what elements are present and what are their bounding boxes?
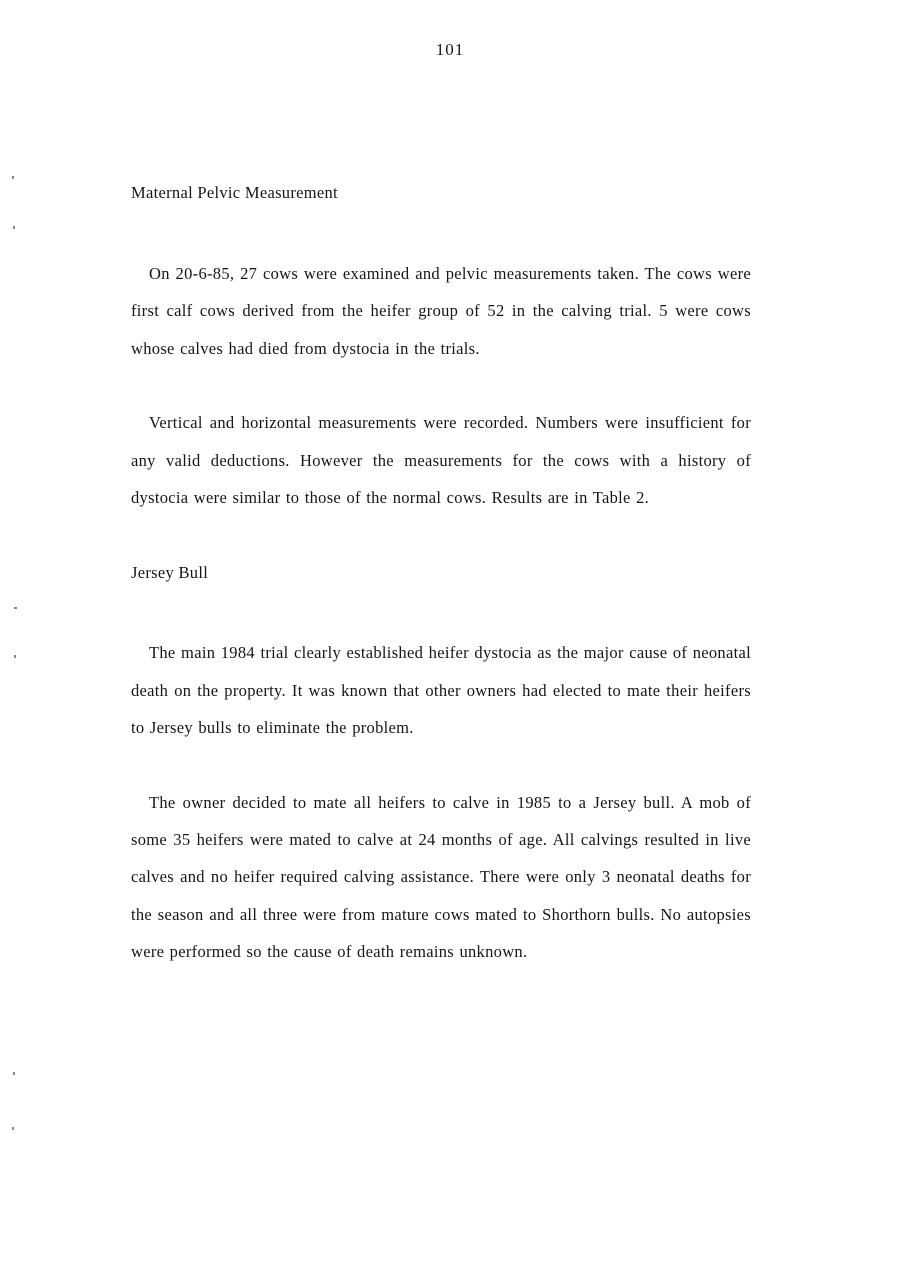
- scan-speck: [12, 1127, 14, 1130]
- paragraph: The owner decided to mate all heifers to calve in 1985 to a Jersey bull. A mob of some 35 heifers were mated to calve at 24 months of age. All calvings resulted in live calves and no heifer required calving assistance. There were only 3 neonatal deaths for the season and all three were from mature cows mated to Shorthorn bulls. No autopsies were performed so the cause of death remains unknown.: [131, 792, 751, 962]
- scan-speck: [13, 1072, 15, 1075]
- paragraph: Vertical and horizontal measurements were recorded. Numbers were insufficient for any valid deductions. However the measurements for the cows with a history of dystocia were similar to those of the normal cows. Results are in Table 2.: [131, 413, 751, 508]
- scan-speck: [12, 176, 14, 179]
- section-heading: Maternal Pelvic Measurement: [131, 183, 338, 202]
- document-body: [131, 180, 751, 971]
- scan-speck: [14, 655, 16, 658]
- page-number: 101: [435, 40, 465, 59]
- section-heading: Jersey Bull: [131, 563, 209, 583]
- paragraph: On 20-6-85, 27 cows were examined and pelvic measurements taken. The cows were first calf cows derived from the heifer group of 52 in the calving trial. 5 were cows whose calves had died from dystocia in the trials.: [131, 264, 751, 358]
- scan-speck: [13, 226, 15, 229]
- section-maternal-pelvic-measurement: [131, 180, 751, 516]
- section-jersey-bull: [131, 560, 751, 970]
- paragraph: The main 1984 trial clearly established heifer dystocia as the major cause of neonatal death on the property. It was known that other owners had elected to mate their heifers to Jersey bulls to eliminate the problem.: [131, 643, 751, 738]
- scan-speck: [14, 607, 17, 609]
